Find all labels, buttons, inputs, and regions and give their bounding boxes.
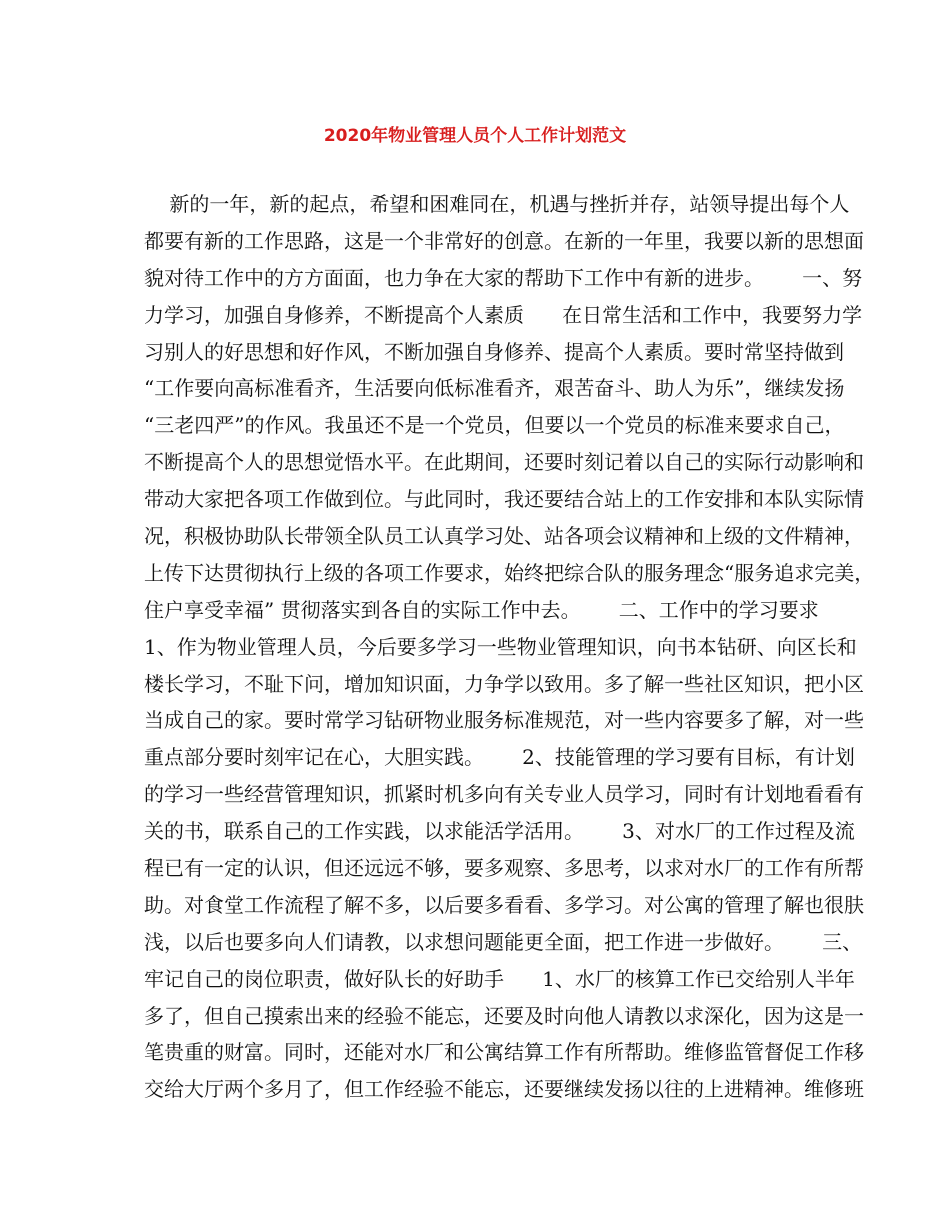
body-line: 上传下达贯彻执行上级的各项工作要求，始终把综合队的服务理念“服务追求完美，	[144, 560, 875, 585]
body-line: 力学习，加强自身修养，不断提高个人素质 在日常生活和工作中，我要努力学	[144, 302, 863, 327]
body-line: 住户享受幸福” 贯彻落实到各自的实际工作中去。 二、工作中的学习要求	[144, 597, 819, 622]
body-line: 况，积极协助队长带领全队员工认真学习处、站各项会议精神和上级的文件精神，	[144, 524, 864, 549]
body-line: 当成自己的家。要时常学习钻研物业服务标准规范，对一些内容要多了解，对一些	[144, 708, 864, 733]
body-line: 楼长学习，不耻下问，增加知识面，力争学以致用。多了解一些社区知识，把小区	[144, 671, 864, 696]
body-line: 1、作为物业管理人员，今后要多学习一些物业管理知识，向书本钻研、向区长和	[144, 634, 857, 659]
body-line: 助。对食堂工作流程了解不多，以后要多看看、多学习。对公寓的管理了解也很肤	[144, 892, 864, 917]
document-title: 2020年物业管理人员个人工作计划范文	[323, 126, 627, 146]
body-line: 都要有新的工作思路，这是一个非常好的创意。在新的一年里，我要以新的思想面	[144, 228, 864, 253]
body-line: 关的书，联系自己的工作实践，以求能活学活用。 3、对水厂的工作过程及流	[144, 819, 855, 844]
body-line: 交给大厅两个多月了，但工作经验不能忘，还要继续发扬以往的上进精神。维修班	[144, 1077, 864, 1102]
body-line: 浅，以后也要多向人们请教，以求想问题能更全面，把工作进一步做好。 三、	[144, 929, 863, 954]
body-line: “工作要向高标准看齐，生活要向低标准看齐，艰苦奋斗、助人为乐”，继续发扬	[144, 376, 845, 401]
body-line: 笔贵重的财富。同时，还能对水厂和公寓结算工作有所帮助。维修监管督促工作移	[144, 1040, 864, 1065]
body-line: 多了，但自己摸索出来的经验不能忘，还要及时向他人请教以求深化，因为这是一	[144, 1003, 864, 1028]
body-line: 带动大家把各项工作做到位。与此同时，我还要结合站上的工作安排和本队实际情	[144, 487, 864, 512]
body-line: “三老四严”的作风。我虽还不是一个党员，但要以一个党员的标准来要求自己，	[144, 413, 845, 438]
body-line: 的学习一些经营管理知识，抓紧时机多向有关专业人员学习，同时有计划地看看有	[144, 782, 864, 807]
body-line: 重点部分要时刻牢记在心，大胆实践。 2、技能管理的学习要有目标，有计划	[144, 745, 855, 770]
body-line: 牢记自己的岗位职责，做好队长的好助手 1、水厂的核算工作已交给别人半年	[144, 966, 855, 991]
body-line: 貌对待工作中的方方面面，也力争在大家的帮助下工作中有新的进步。 一、努	[144, 265, 863, 290]
body-line: 程已有一定的认识，但还远远不够，要多观察、多思考，以求对水厂的工作有所帮	[144, 856, 864, 881]
body-line: 习别人的好思想和好作风，不断加强自身修养、提高个人素质。要时常坚持做到	[144, 339, 844, 364]
body-line: 新的一年，新的起点，希望和困难同在，机遇与挫折并存，站领导提出每个人	[144, 192, 850, 216]
body-line: 不断提高个人的思想觉悟水平。在此期间，还要时刻记着以自己的实际行动影响和	[144, 450, 864, 475]
document-body	[144, 186, 875, 1108]
